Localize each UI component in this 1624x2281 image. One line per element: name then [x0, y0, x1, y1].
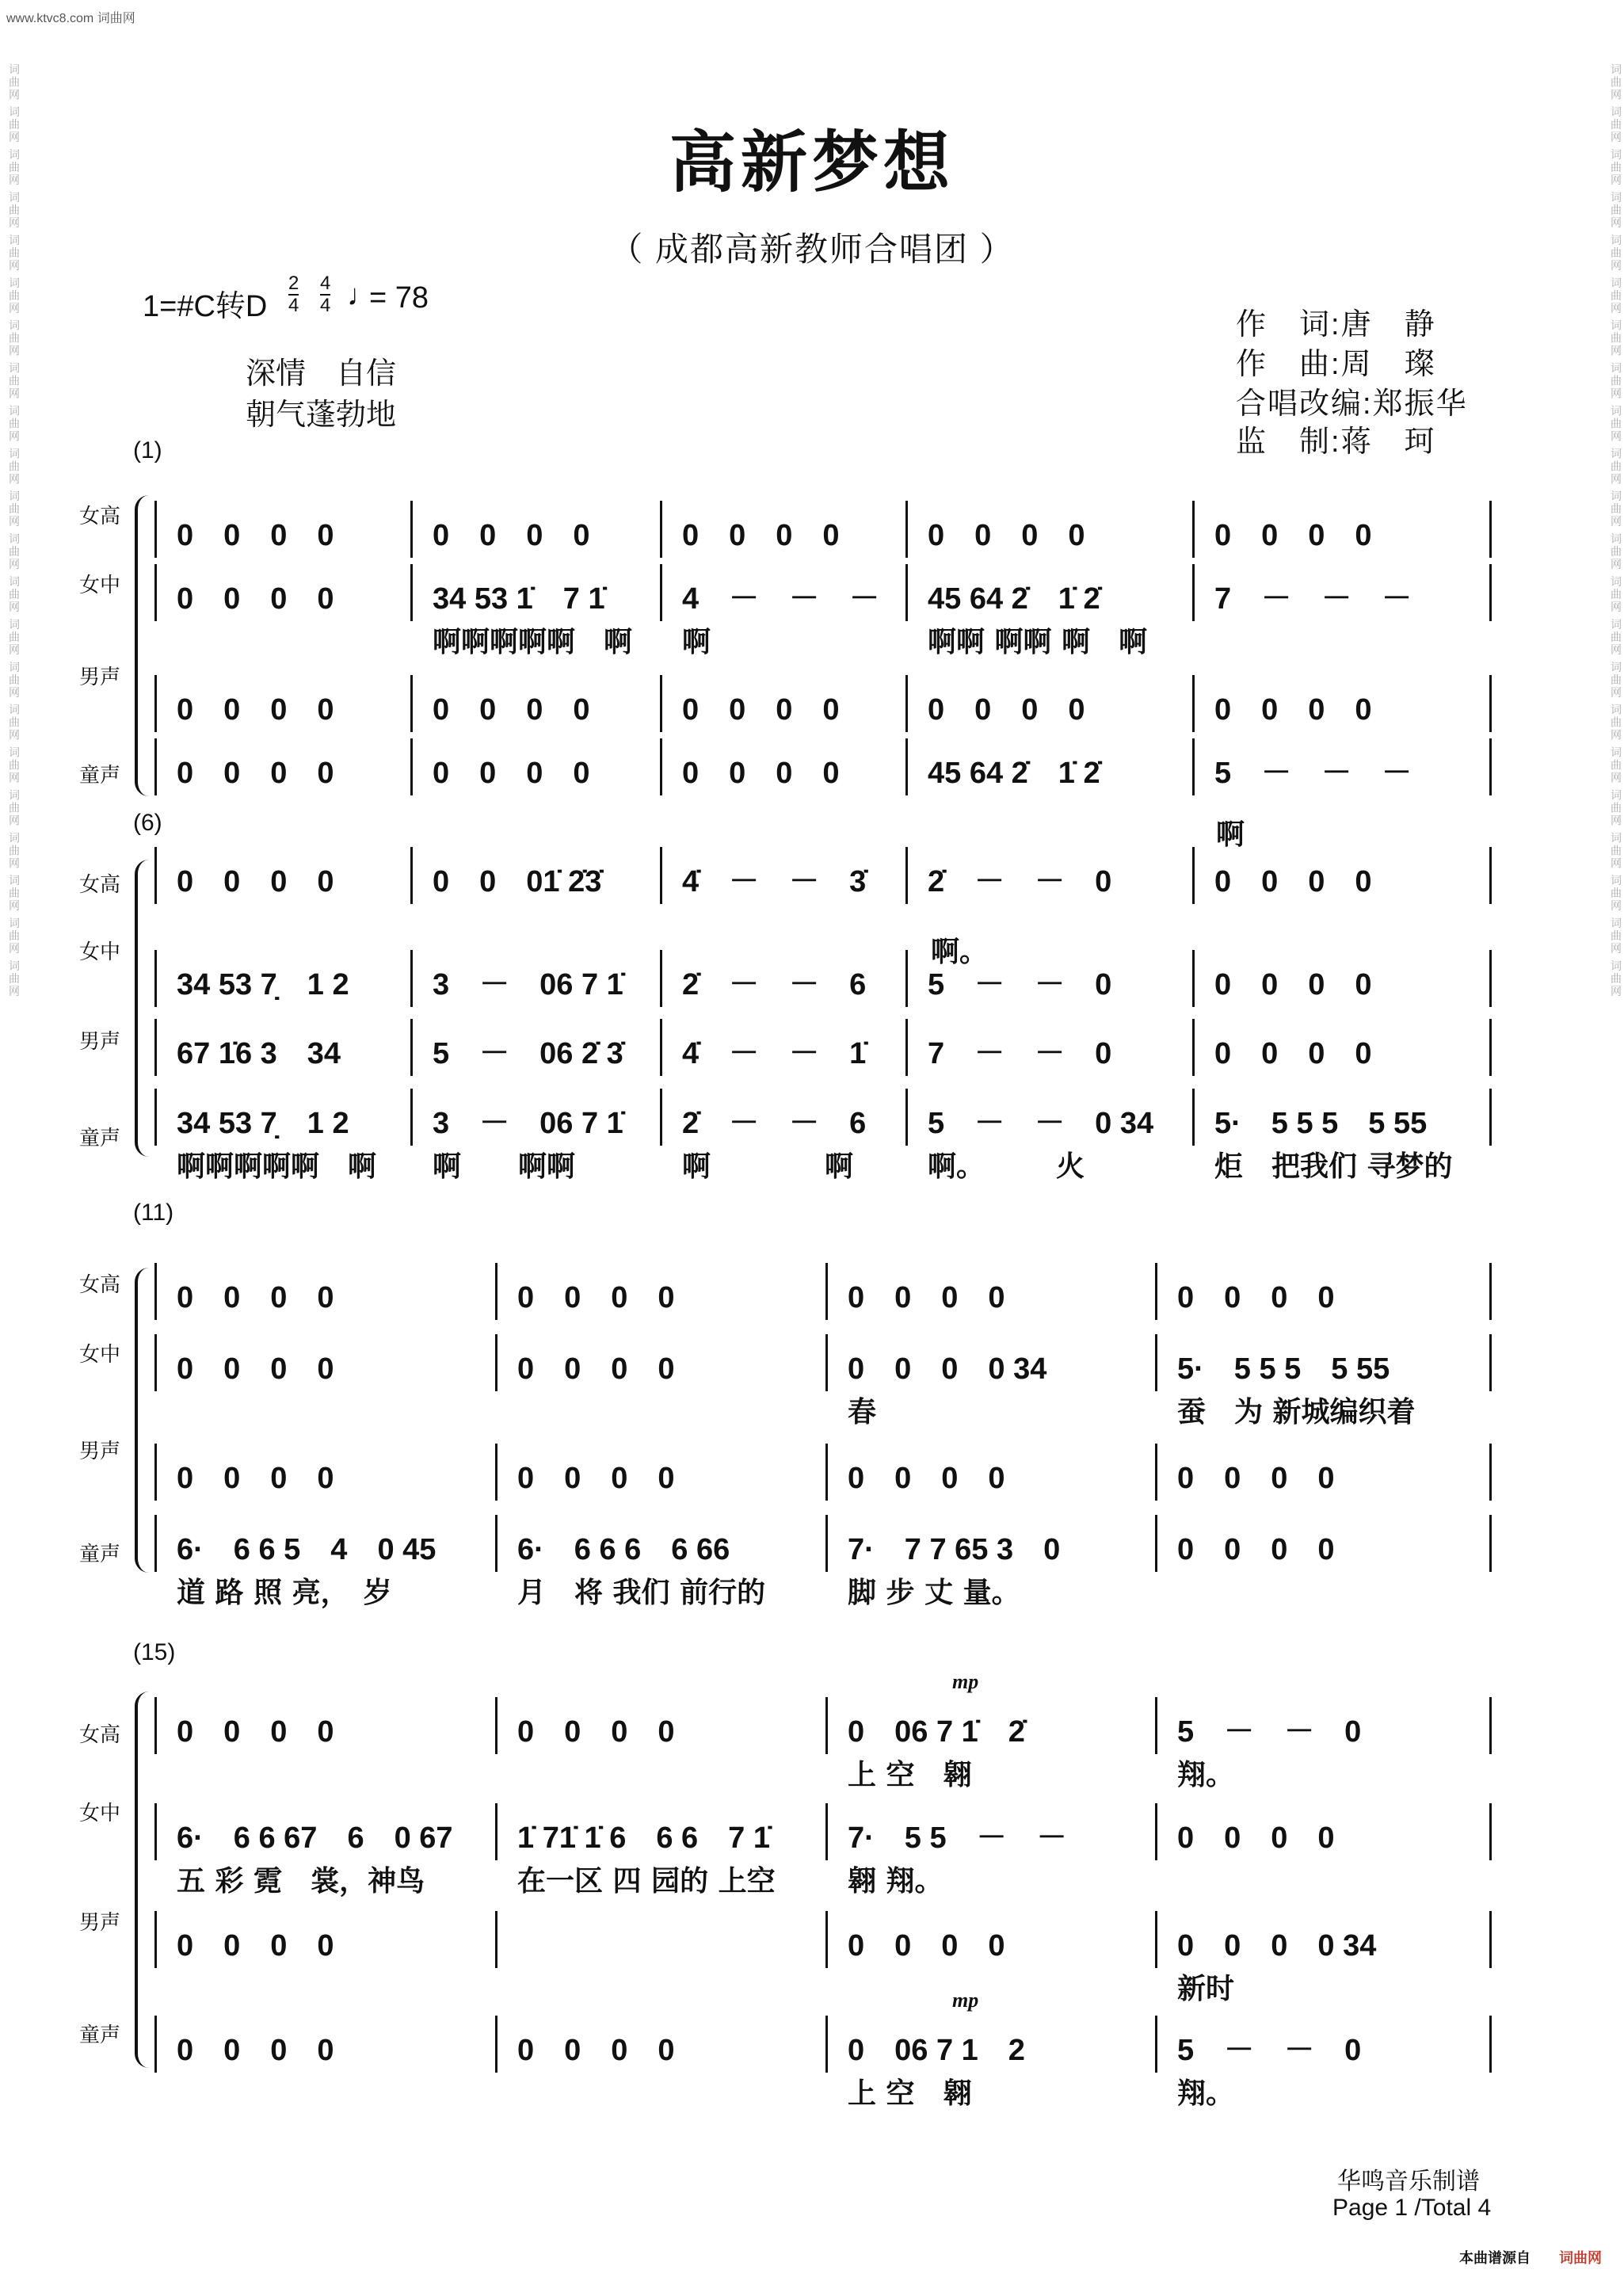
- measure: 0 0 0 0: [848, 1929, 1005, 1962]
- barline: [154, 501, 157, 558]
- barline: [825, 1334, 828, 1391]
- measure: 0 0 0 0: [848, 1462, 1005, 1495]
- measure: 0 0 0 0: [517, 1462, 675, 1495]
- measure: 0 0 0 0: [848, 1281, 1005, 1314]
- barline: [1489, 675, 1492, 732]
- barline: [1155, 1803, 1157, 1860]
- barline: [410, 847, 413, 904]
- measure: 5 － － －: [1214, 757, 1412, 790]
- barline: [660, 1019, 662, 1076]
- lyric: 脚 步 丈 量。: [848, 1577, 1020, 1609]
- measure: 0 0 0 0: [517, 1715, 675, 1749]
- barline: [1192, 501, 1195, 558]
- lyric: 啊: [682, 626, 711, 658]
- barline: [1489, 950, 1492, 1007]
- barline: [1489, 1697, 1492, 1754]
- barline: [1155, 2016, 1157, 2073]
- measure: 45 64 2̇ 1̇ 2̇: [928, 757, 1100, 790]
- measure: 0 0 0 0 34: [848, 1352, 1047, 1386]
- measure: 0 0 0 0: [177, 1715, 334, 1749]
- barline: [825, 1263, 828, 1320]
- measure: 7· 7 7 65 3 0: [848, 1533, 1061, 1566]
- lyric: 新时: [1177, 1973, 1235, 2005]
- system-number: (1): [133, 437, 162, 463]
- site-header: www.ktvc8.com 词曲网: [6, 12, 135, 25]
- lyric: 啊。 火: [928, 1150, 1085, 1183]
- barline: [660, 1089, 662, 1146]
- measure: 7 － － 0: [928, 1037, 1112, 1070]
- barline: [1155, 1911, 1157, 1968]
- barline: [154, 1263, 157, 1320]
- barline: [1155, 1334, 1157, 1391]
- measure: 0 0 0 0: [1177, 1281, 1335, 1314]
- part-label: 童声: [79, 2023, 121, 2046]
- measure: 0 0 0 0: [177, 1352, 334, 1386]
- measure: 0 0 0 0: [1214, 865, 1372, 898]
- barline: [154, 1515, 157, 1572]
- barline: [495, 1334, 497, 1391]
- barline: [1489, 1803, 1492, 1860]
- measure: 0 0 0 0: [177, 519, 334, 552]
- barline: [905, 738, 908, 795]
- part-label: 女中: [79, 940, 121, 963]
- measure: 5· 5 5 5 5 55: [1177, 1352, 1390, 1386]
- measure: 6· 6 6 5 4 0 45: [177, 1533, 436, 1566]
- lyric: 翔。: [1177, 1759, 1235, 1791]
- credit-supervisor: 监 制:蒋 珂: [1236, 425, 1436, 459]
- tempo-value: = 78: [369, 281, 429, 315]
- barline: [154, 1444, 157, 1501]
- barline: [660, 847, 662, 904]
- measure: 0 0 0 0: [928, 693, 1085, 727]
- barline: [495, 1515, 497, 1572]
- barline: [1192, 1019, 1195, 1076]
- lyric: 啊啊啊啊啊 啊: [433, 626, 633, 658]
- barline: [154, 2016, 157, 2073]
- measure: 3 － 06 7 1̇: [433, 968, 623, 1001]
- measure: 34 53 7̣ 1 2: [177, 968, 349, 1001]
- right-watermark-strip: 词曲网 词曲网 词曲网 词曲网 词曲网 词曲网 词曲网 词曲网 词曲网 词曲网 词曲网 词曲网 词曲网 词曲网 词曲网 词曲网 词曲网 词曲网 词曲网 词曲网 词曲网 词曲网: [1610, 63, 1622, 998]
- lyric: 炬 把我们 寻梦的: [1214, 1150, 1453, 1183]
- measure: 0 0 0 0: [928, 519, 1085, 552]
- measure: 0 0 0 0: [682, 693, 840, 727]
- measure: 0 0 0 0: [433, 519, 590, 552]
- source-site: 词曲网: [1559, 2250, 1602, 2266]
- measure: 5 － － 0: [1177, 2034, 1362, 2067]
- barline: [154, 738, 157, 795]
- barline: [154, 1089, 157, 1146]
- part-label: 女高: [79, 1722, 121, 1746]
- barline: [1489, 2016, 1492, 2073]
- expression-line-1: 深情 自信: [246, 357, 397, 391]
- measure: 0 0 0 0: [177, 1462, 334, 1495]
- key-signature: 1=#C转D: [143, 290, 268, 323]
- part-label: 女高: [79, 1272, 121, 1296]
- barline: [1192, 1089, 1195, 1146]
- measure: 4̇ － － 1̇: [682, 1037, 867, 1070]
- barline: [1489, 1019, 1492, 1076]
- measure: 5· 5 5 5 5 55: [1214, 1107, 1428, 1140]
- part-label: 女高: [79, 872, 121, 896]
- lyric: 蚕 为 新城编织着: [1177, 1396, 1416, 1428]
- lyric: 在一区 四 园的 上空: [517, 1865, 776, 1898]
- measure: 0 0 0 0: [177, 865, 334, 898]
- credit-composer: 作 曲:周 璨: [1236, 348, 1436, 381]
- lyric: 上 空 翱: [848, 2077, 972, 2110]
- page-subtitle: （ 成都高新教师合唱团 ）: [609, 231, 1015, 268]
- measure: 5 － 06 2̇ 3̇: [433, 1037, 623, 1070]
- barline: [905, 501, 908, 558]
- lyric: 啊 啊啊: [433, 1150, 576, 1183]
- barline: [1155, 1444, 1157, 1501]
- measure: 45 64 2̇ 1̇ 2̇: [928, 582, 1100, 616]
- measure: 0 0 0 0: [1214, 519, 1372, 552]
- lyric: 翔。: [1177, 2077, 1235, 2110]
- barline: [825, 1803, 828, 1860]
- barline: [410, 564, 413, 621]
- part-label: 女中: [79, 1342, 121, 1366]
- barline: [1489, 738, 1492, 795]
- time-signature-2: 4 4: [320, 273, 331, 316]
- measure: 0 0 0 0: [517, 1352, 675, 1386]
- barline: [495, 1911, 497, 1968]
- barline: [1489, 1263, 1492, 1320]
- barline: [1489, 1334, 1492, 1391]
- system-bracket: [135, 1268, 149, 1573]
- measure: 7· 5 5 － －: [848, 1821, 1067, 1855]
- measure: 0 0 0 0: [177, 757, 334, 790]
- barline: [825, 1911, 828, 1968]
- measure: 2̇ － － 0: [928, 865, 1112, 898]
- barline: [1489, 564, 1492, 621]
- credit-arranger: 合唱改编:郑振华: [1236, 387, 1468, 421]
- measure: 5 － － 0: [928, 968, 1112, 1001]
- measure: 3 － 06 7 1̇: [433, 1107, 623, 1140]
- barline: [1489, 1515, 1492, 1572]
- measure: 0 0 0 0: [177, 693, 334, 727]
- barline: [154, 1697, 157, 1754]
- barline: [905, 950, 908, 1007]
- barline: [1489, 847, 1492, 904]
- barline: [905, 1019, 908, 1076]
- measure: 0 0 0 0 34: [1177, 1929, 1377, 1962]
- part-label: 童声: [79, 1126, 121, 1150]
- publisher: 华鸣音乐制谱: [1337, 2168, 1480, 2195]
- left-watermark-strip: 词曲网 词曲网 词曲网 词曲网 词曲网 词曲网 词曲网 词曲网 词曲网 词曲网 词曲网 词曲网 词曲网 词曲网 词曲网 词曲网 词曲网 词曲网 词曲网 词曲网 词曲网 词曲网: [8, 63, 21, 998]
- lyric: 啊啊啊啊啊 啊: [177, 1150, 377, 1183]
- barline: [1489, 501, 1492, 558]
- barline: [495, 1444, 497, 1501]
- measure: 4̇ － － 3̇: [682, 865, 867, 898]
- lyric: 啊啊 啊啊 啊 啊: [928, 626, 1148, 658]
- part-label: 女中: [79, 1801, 121, 1825]
- source-note: 本曲谱源自: [1459, 2250, 1531, 2266]
- lyric: 翱 翔。: [848, 1865, 944, 1898]
- barline: [154, 1911, 157, 1968]
- measure: 0 0 0 0: [433, 757, 590, 790]
- barline: [1192, 564, 1195, 621]
- lyric-above: 啊。: [931, 936, 989, 968]
- barline: [825, 2016, 828, 2073]
- barline: [410, 501, 413, 558]
- measure: 0 0 0 0: [1177, 1821, 1335, 1855]
- lyric: 啊 啊: [682, 1150, 854, 1183]
- barline: [825, 1697, 828, 1754]
- barline: [495, 1803, 497, 1860]
- measure: 2̇ － － 6: [682, 1107, 867, 1140]
- measure: 5 － － 0 34: [928, 1107, 1154, 1140]
- barline: [154, 1803, 157, 1860]
- measure: 6· 6 6 6 6 66: [517, 1533, 730, 1566]
- system-bracket: [135, 495, 149, 796]
- barline: [154, 950, 157, 1007]
- lyric: 春: [848, 1396, 877, 1428]
- barline: [154, 675, 157, 732]
- system-number: (6): [133, 810, 162, 836]
- barline: [495, 2016, 497, 2073]
- barline: [410, 738, 413, 795]
- measure: 0 0 0 0: [1214, 968, 1372, 1001]
- measure: 0 0 0 0: [1177, 1462, 1335, 1495]
- dynamics-mark: mp: [952, 1670, 979, 1693]
- barline: [660, 950, 662, 1007]
- page-indicator: Page 1 /Total 4: [1332, 2195, 1492, 2221]
- part-label: 童声: [79, 763, 121, 787]
- measure: 6· 6 6 67 6 0 67: [177, 1821, 453, 1855]
- barline: [1192, 847, 1195, 904]
- measure: 34 53 7̣ 1 2: [177, 1107, 349, 1140]
- measure: 0 0 01̇ 2̇3̇: [433, 865, 602, 898]
- measure: 0 0 0 0: [433, 693, 590, 727]
- barline: [660, 738, 662, 795]
- lyric: 五 彩 霓 裳，神鸟: [177, 1865, 425, 1898]
- barline: [825, 1515, 828, 1572]
- lyric: 月 将 我们 前行的: [517, 1577, 766, 1609]
- measure: 0 06 7 1̇ 2̇: [848, 1715, 1025, 1749]
- barline: [495, 1697, 497, 1754]
- barline: [410, 1019, 413, 1076]
- barline: [1192, 675, 1195, 732]
- lyric: 上 空 翱: [848, 1759, 972, 1791]
- measure: 0 0 0 0: [517, 1281, 675, 1314]
- part-label: 男声: [79, 1029, 121, 1053]
- measure: 0 06 7 1 2: [848, 2034, 1025, 2067]
- barline: [905, 847, 908, 904]
- measure: 0 0 0 0: [1177, 1533, 1335, 1566]
- barline: [905, 675, 908, 732]
- quarter-note-icon: ♩: [347, 279, 377, 312]
- measure: 0 0 0 0: [682, 519, 840, 552]
- measure: 0 0 0 0: [177, 1281, 334, 1314]
- measure: 0 0 0 0: [177, 582, 334, 616]
- measure: 0 0 0 0: [177, 1929, 334, 1962]
- barline: [660, 675, 662, 732]
- barline: [660, 501, 662, 558]
- page-title: 高新梦想: [669, 124, 955, 201]
- system-bracket: [135, 1692, 149, 2068]
- measure: 1̇ 71̇ 1̇ 6 6 6 7 1̇: [517, 1821, 770, 1855]
- barline: [154, 847, 157, 904]
- barline: [660, 564, 662, 621]
- barline: [1489, 1444, 1492, 1501]
- lyric-above: 啊: [1216, 818, 1245, 851]
- part-label: 男声: [79, 1439, 121, 1463]
- system-number: (11): [133, 1200, 174, 1226]
- barline: [1489, 1911, 1492, 1968]
- measure: 4 － － －: [682, 582, 880, 616]
- measure: 0 0 0 0: [1214, 693, 1372, 727]
- barline: [1155, 1515, 1157, 1572]
- barline: [1155, 1263, 1157, 1320]
- barline: [410, 1089, 413, 1146]
- measure: 34 53 1̇ 7 1̇: [433, 582, 605, 616]
- barline: [1155, 1697, 1157, 1754]
- barline: [154, 1019, 157, 1076]
- measure: 0 0 0 0: [1214, 1037, 1372, 1070]
- part-label: 男声: [79, 665, 121, 688]
- barline: [410, 675, 413, 732]
- barline: [154, 564, 157, 621]
- part-label: 女高: [79, 504, 121, 528]
- measure: 67 1̇6 3 34: [177, 1037, 341, 1070]
- barline: [1192, 738, 1195, 795]
- credit-lyricist: 作 词:唐 静: [1236, 308, 1436, 341]
- time-signature-1: 2 4: [288, 273, 299, 316]
- barline: [410, 950, 413, 1007]
- measure: 2̇ － － 6: [682, 968, 867, 1001]
- barline: [905, 1089, 908, 1146]
- barline: [1489, 1089, 1492, 1146]
- dynamics-mark: mp: [952, 1989, 979, 2012]
- system-bracket: [135, 860, 149, 1157]
- measure: 5 － － 0: [1177, 1715, 1362, 1749]
- measure: 0 0 0 0: [177, 2034, 334, 2067]
- barline: [495, 1263, 497, 1320]
- part-label: 男声: [79, 1910, 121, 1934]
- measure: 7 － － －: [1214, 582, 1412, 616]
- measure: 0 0 0 0: [682, 757, 840, 790]
- barline: [905, 564, 908, 621]
- expression-line-2: 朝气蓬勃地: [246, 399, 397, 432]
- part-label: 童声: [79, 1542, 121, 1566]
- lyric: 道 路 照 亮， 岁: [177, 1577, 392, 1609]
- part-label: 女中: [79, 573, 121, 597]
- barline: [1192, 950, 1195, 1007]
- measure: 0 0 0 0: [517, 2034, 675, 2067]
- system-number: (15): [133, 1639, 176, 1665]
- barline: [154, 1334, 157, 1391]
- barline: [825, 1444, 828, 1501]
